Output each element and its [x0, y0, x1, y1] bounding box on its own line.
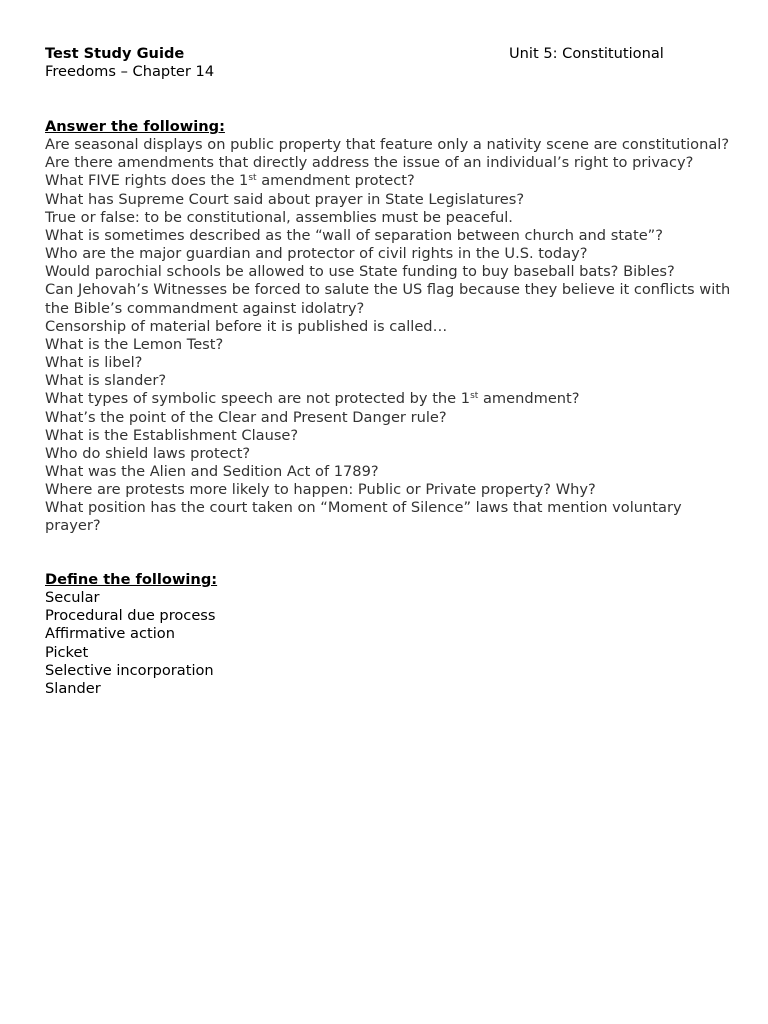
term-item: Procedural due process — [45, 607, 216, 625]
question-item: What’s the point of the Clear and Present Danger rule? — [45, 408, 447, 426]
document-title: Test Study Guide — [45, 45, 185, 62]
question-item: What was the Alien and Sedition Act of 1789? — [45, 462, 379, 480]
question-item: What position has the court taken on “Moment of Silence” laws that mention voluntary prayer? — [45, 499, 682, 535]
question-text-part: What types of symbolic speech are not protected by the 1 — [45, 390, 471, 408]
term-item: Picket — [45, 643, 89, 661]
question-item: Are seasonal displays on public property that feature only a nativity scene are constitutional? — [45, 136, 730, 154]
document-subtitle: Freedoms – Chapter 14 — [45, 63, 215, 81]
question-item: What is slander? — [45, 372, 167, 390]
term-item: Slander — [45, 679, 101, 697]
term-item: Secular — [45, 589, 100, 607]
question-item: What is libel? — [45, 354, 143, 372]
term-item: Selective incorporation — [45, 661, 214, 679]
question-item — [45, 172, 735, 190]
terms-section — [45, 571, 735, 698]
questions-list — [45, 136, 735, 535]
question-item: True or false: to be constitutional, assemblies must be peaceful. — [45, 208, 513, 226]
question-item: Can Jehovah’s Witnesses be forced to salute the US flag because they believe it conflicts with the Bible’s commandment against idolatry? — [45, 281, 731, 317]
ordinal-suffix: st — [248, 173, 257, 184]
terms-heading: Define the following: — [45, 571, 218, 588]
term-item: Affirmative action — [45, 625, 175, 643]
question-item: What is sometimes described as the “wall of separation between church and state”? — [45, 226, 663, 244]
terms-list — [45, 589, 735, 698]
question-item: Where are protests more likely to happen: Public or Private property? Why? — [45, 481, 596, 499]
unit-label: Unit 5: Constitutional — [509, 45, 664, 62]
question-item: What is the Lemon Test? — [45, 335, 224, 353]
ordinal-suffix: st — [470, 391, 479, 402]
header-row — [45, 45, 725, 63]
question-item: Would parochial schools be allowed to use State funding to buy baseball bats? Bibles? — [45, 263, 675, 281]
question-item: Who are the major guardian and protector of civil rights in the U.S. today? — [45, 245, 588, 263]
question-text-part: amendment protect? — [256, 172, 415, 190]
question-text-part: amendment? — [478, 390, 580, 408]
questions-section — [45, 118, 735, 536]
question-item: What is the Establishment Clause? — [45, 426, 299, 444]
question-item: Who do shield laws protect? — [45, 444, 251, 462]
question-item: Are there amendments that directly address the issue of an individual’s right to privacy? — [45, 154, 694, 172]
question-item: What has Supreme Court said about prayer in State Legislatures? — [45, 190, 525, 208]
questions-heading: Answer the following: — [45, 118, 225, 135]
document-header — [45, 45, 725, 81]
question-item — [45, 390, 735, 408]
question-item: Censorship of material before it is published is called… — [45, 317, 448, 335]
question-text-part: What FIVE rights does the 1 — [45, 172, 249, 190]
